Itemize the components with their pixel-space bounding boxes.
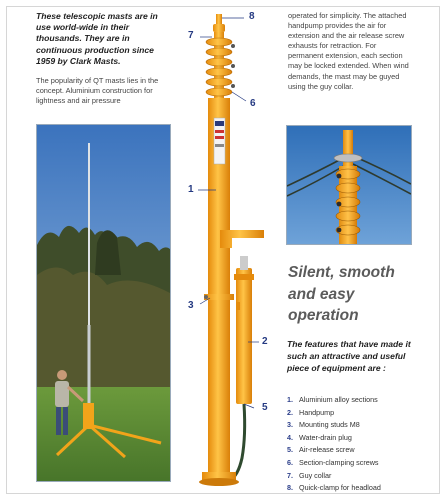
callout-3: 3 xyxy=(188,300,194,311)
feature-number: 8. xyxy=(287,483,293,493)
feature-label: Section-clamping screws xyxy=(299,457,379,467)
feature-label: Aluminium alloy sections xyxy=(299,395,378,404)
list-item xyxy=(287,444,427,457)
list-item xyxy=(287,407,427,420)
feature-label: Quick-clamp for headload xyxy=(299,483,381,493)
feature-number: 3. xyxy=(287,420,293,430)
feature-number: 6. xyxy=(287,457,293,467)
feature-number: 1. xyxy=(287,395,293,404)
callout-8: 8 xyxy=(249,11,255,22)
tagline xyxy=(288,262,418,327)
feature-label: Handpump xyxy=(299,407,335,417)
feature-label: Air-release screw xyxy=(299,445,355,455)
list-item xyxy=(287,482,427,495)
list-item xyxy=(287,432,427,445)
list-item xyxy=(287,419,427,432)
callout-7: 7 xyxy=(188,30,194,41)
intro-body: The popularity of QT masts lies in the concept. Aluminium construction for lightness and air pressure xyxy=(36,76,159,105)
tagline-line-2: and easy xyxy=(288,285,355,303)
tagline-line-3: operation xyxy=(288,307,359,324)
feature-number: 5. xyxy=(287,445,293,455)
list-item xyxy=(287,470,427,483)
feature-number: 7. xyxy=(287,470,293,480)
feature-number: 4. xyxy=(287,432,293,442)
feature-number: 2. xyxy=(287,407,293,417)
callout-5: 5 xyxy=(262,402,268,413)
guy-collar-closeup-photo xyxy=(286,125,412,245)
features-list xyxy=(287,394,427,495)
guy-collar-closeup-illustration xyxy=(287,126,411,244)
list-item xyxy=(287,394,427,407)
tagline-line-1: Silent, smooth xyxy=(288,264,395,281)
callout-2: 2 xyxy=(262,336,268,347)
callout-1: 1 xyxy=(188,184,194,195)
right-column-body: operated for simplicity. The attached handpump provides the air for extension and the air release screw exhausts for retraction. For permanent extension, each section may be locked extended. When wind demands, the mast may be guyed using the guy collar. xyxy=(288,11,409,91)
features-heading: The features that have made it such an attractive and useful piece of equipment are : xyxy=(287,339,411,373)
feature-label: Water-drain plug xyxy=(299,432,352,442)
feature-label: Mounting studs M8 xyxy=(299,420,360,430)
feature-label: Guy collar xyxy=(299,470,332,480)
list-item xyxy=(287,457,427,470)
intro-heading: These telescopic masts are in use world-wide in their thousands. They are in continuous production since 1959 by Clark Masts. xyxy=(36,11,158,66)
callout-6: 6 xyxy=(250,98,256,109)
